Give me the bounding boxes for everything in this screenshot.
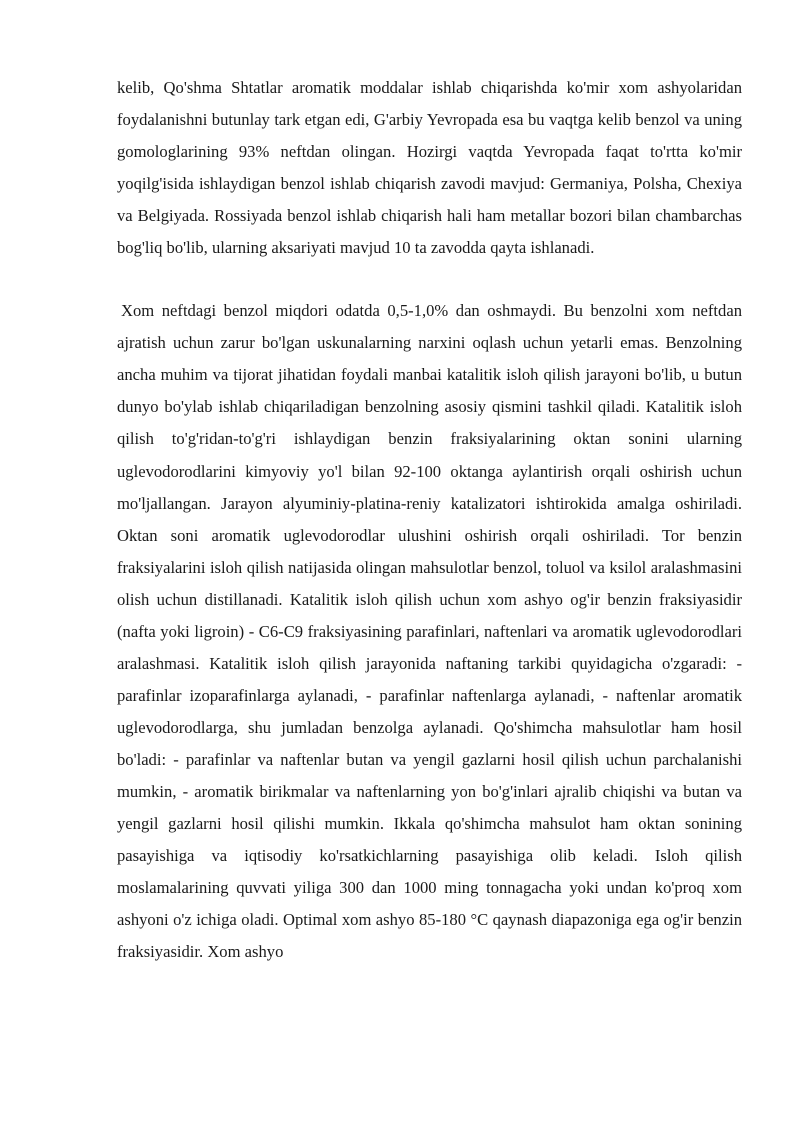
document-body [117,72,742,968]
paragraph-1: kelib, Qo'shma Shtatlar aromatik moddalar ishlab chiqarishda ko'mir xom ashyolaridan foydalanishni butunlay tark etgan edi, G'arbiy Yevropada esa bu vaqtga kelib benzol va uning gomologlarining 93% neftdan olingan. Hozirgi vaqtda Yevropada faqat to'rtta ko'mir yoqilg'isida ishlaydigan benzol ishlab chiqarish zavodi mavjud: Germaniya, Polsha, Chexiya va Belgiyada. Rossiyada benzol ishlab chiqarish hali ham metallar bozori bilan chambarchas bog'liq bo'lib, ularning aksariyati mavjud 10 ta zavodda qayta ishlanadi. [117,78,742,258]
paragraph-2: Xom neftdagi benzol miqdori odatda 0,5-1,0% dan oshmaydi. Bu benzolni xom neftdan ajratish uchun zarur bo'lgan uskunalarning narxini oqlash uchun yetarli emas. Benzolning ancha muhim va tijorat jihatidan foydali manbai katalitik isloh qilish jarayoni bo'lib, u butun dunyo bo'ylab ishlab chiqariladigan benzolning asosiy qismini tashkil qiladi. Katalitik isloh qilish to'g'ridan-to'g'ri ishlaydigan benzin fraksiyalarining oktan sonini ularning uglevodorodlarini kimyoviy yo'l bilan 92-100 oktanga aylantirish orqali oshirish uchun mo'ljallangan. Jarayon alyuminiy-platina-reniy katalizatori ishtirokida amalga oshiriladi. Oktan soni aromatik uglevodorodlar ulushini oshirish orqali oshiriladi. Tor benzin fraksiyalarini isloh qilish natijasida olingan mahsulotlar benzol, toluol va ksilol aralashmasini olish uchun distillanadi. Katalitik isloh qilish uchun xom ashyo og'ir benzin fraksiyasidir (nafta yoki ligroin) - C6-C9 fraksiyasining parafinlari, naftenlari va aromatik uglevodorodlari aralashmasi. Katalitik isloh qilish jarayonida naftaning tarkibi quyidagicha o'zgaradi: - parafinlar izoparafinlarga aylanadi, - parafinlar naftenlarga aylanadi, - naftenlar aromatik uglevodorodlarga, shu jumladan benzolga aylanadi. Qo'shimcha mahsulotlar ham hosil bo'ladi: - parafinlar va naftenlar butan va yengil gazlarni hosil qilish uchun parchalanishi mumkin, - aromatik birikmalar va naftenlarning yon bo'g'inlari ajralib chiqishi va butan va yengil gazlarni hosil qilishi mumkin. Ikkala qo'shimcha mahsulot ham oktan sonining pasayishiga va iqtisodiy ko'rsatkichlarning pasayishiga olib keladi. Isloh qilish moslamalarining quvvati yiliga 300 dan 1000 ming tonnagacha yoki undan ko'proq xom ashyoni o'z ichiga oladi. Optimal xom ashyo 85-180 °C qaynash diapazoniga ega og'ir benzin fraksiyasidir. Xom ashyo [117,301,742,962]
